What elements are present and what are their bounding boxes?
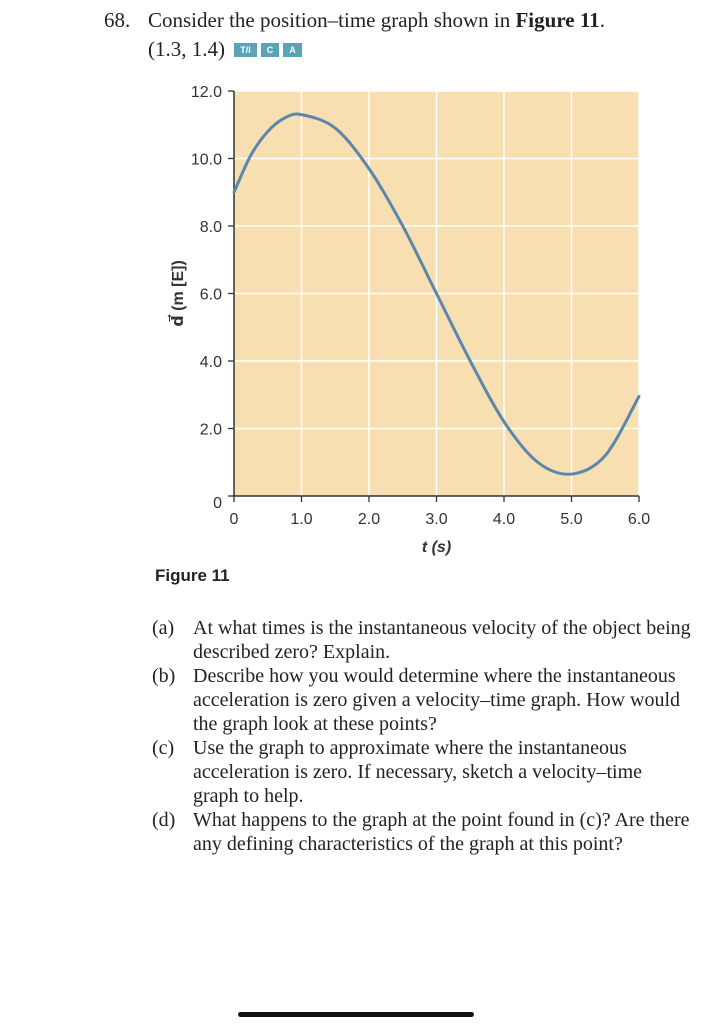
part-text: At what times is the instantaneous velocity of the object being described zero? Explain. bbox=[193, 617, 691, 663]
y-tick-label: 10.0 bbox=[190, 151, 222, 169]
x-tick-label: 3.0 bbox=[425, 511, 448, 528]
part-text: Use the graph to approximate where the instantaneous acceleration is zero. If necessary, sketch a velocity–time graph to help. bbox=[193, 737, 643, 807]
x-tick-label: 2.0 bbox=[357, 511, 381, 528]
part-d bbox=[152, 808, 692, 856]
x-axis-label: t (s) bbox=[421, 539, 452, 556]
badge-thinking-inquiry: T/I bbox=[234, 43, 257, 57]
x-tick-label: 1.0 bbox=[290, 511, 313, 528]
x-tick-label: 0 bbox=[229, 511, 239, 528]
part-label: (b) bbox=[152, 665, 176, 687]
y-tick-label: 12.0 bbox=[190, 84, 222, 101]
part-text: What happens to the graph at the point found in (c)? Are there any defining characteristics of the graph at this point? bbox=[193, 809, 690, 855]
y-tick-label: 6.0 bbox=[199, 286, 222, 304]
x-tick-label: 4.0 bbox=[492, 511, 516, 528]
part-text: Describe how you would determine where the instantaneous acceleration is zero given a velocity–time graph. How would the graph look at these points? bbox=[193, 665, 681, 735]
home-indicator[interactable] bbox=[238, 1012, 474, 1017]
question-punct: . bbox=[599, 8, 605, 32]
section-refs: (1.3, 1.4) bbox=[148, 37, 225, 61]
part-b bbox=[152, 664, 692, 736]
part-label: (c) bbox=[152, 737, 175, 759]
y-tick-label: 4.0 bbox=[199, 354, 222, 371]
badge-communication: C bbox=[261, 43, 280, 57]
x-tick-label: 5.0 bbox=[560, 511, 583, 528]
badge-application: A bbox=[283, 43, 302, 57]
question-text: Consider the position–time graph shown in bbox=[148, 8, 516, 32]
part-label: (d) bbox=[152, 809, 176, 831]
y-tick-label: 0 bbox=[213, 495, 222, 512]
part-label: (a) bbox=[152, 617, 175, 639]
y-tick-label: 2.0 bbox=[199, 421, 222, 439]
x-tick-label: 6.0 bbox=[627, 511, 651, 528]
part-a bbox=[152, 616, 692, 664]
y-axis-label: d⃗ (m [E]) bbox=[170, 260, 187, 327]
question-number: 68. bbox=[104, 8, 131, 32]
y-tick-label: 8.0 bbox=[199, 219, 222, 236]
question-parts bbox=[152, 616, 692, 856]
part-c bbox=[152, 736, 692, 808]
figure-reference: Figure 11 bbox=[515, 8, 600, 32]
figure-caption: Figure 11 bbox=[155, 566, 230, 585]
